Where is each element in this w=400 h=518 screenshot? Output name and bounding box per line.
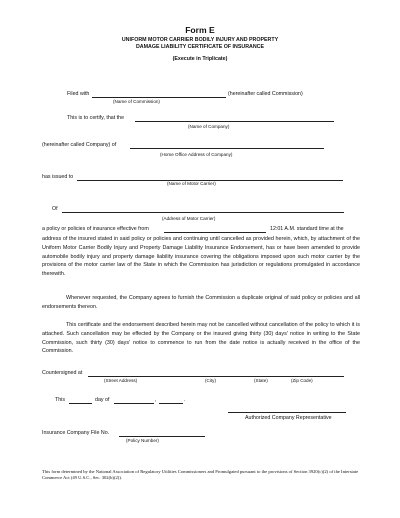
policy-time-label: 12:01 A.M. standard time at the bbox=[270, 226, 344, 232]
execute-note: (Execute in Triplicate) bbox=[172, 56, 228, 62]
coverage-paragraph: address of the insured stated in said policy or policies and continuing until cancelled as provided herein, which, by attachment of the Uniform Motor Carrier Bodily Injury and Property Damage Liability Insurance Endorsement, has or have been amended to provide automobile bodily injury and property damage liability insurance covering the obligations imposed upon such motor carrier by the provisions of the motor carrier law of the State in which the Commission has jurisdiction or regulations promulgated in accordance therewith. bbox=[42, 236, 360, 278]
authorized-rep-caption: Authorized Company Representative bbox=[245, 415, 332, 421]
name-of-commission-caption: (Name of Commission) bbox=[113, 99, 160, 104]
countersigned-label: Countersigned at bbox=[42, 370, 83, 376]
month-field[interactable] bbox=[114, 403, 154, 404]
footer-note: This form determined by the National Association of Regulatory Utilities Commissioners and Promulgated pursuant to the provisions of Section 3920(c)(2) of the Interstate Commerce Act (49 U.S.C., Sec. 302(b)(2)). bbox=[42, 469, 359, 480]
policy-number-caption: (Policy Number) bbox=[126, 438, 159, 443]
name-of-carrier-caption: (Name of Motor Carrier) bbox=[167, 181, 216, 186]
of-label: Of bbox=[52, 206, 58, 212]
comma-separator: , bbox=[155, 397, 157, 403]
countersigned-address-field[interactable] bbox=[88, 376, 344, 377]
carrier-address-caption: (Address of Motor Carrier) bbox=[162, 216, 216, 221]
state-caption: (State) bbox=[254, 378, 268, 383]
city-caption: (City) bbox=[205, 378, 216, 383]
effective-date-field[interactable] bbox=[164, 232, 266, 233]
signature-field[interactable] bbox=[228, 412, 346, 413]
company-called-label: (hereinafter called Company) of bbox=[42, 142, 117, 148]
zip-code-caption: (Zip Code) bbox=[291, 378, 313, 383]
certify-label: This is to certify, that the bbox=[67, 115, 125, 121]
name-of-company-caption: (Name of Company) bbox=[188, 124, 230, 129]
home-office-caption: (Home Office Address of Company) bbox=[160, 152, 233, 157]
commission-name-field[interactable] bbox=[92, 97, 226, 98]
day-field[interactable] bbox=[69, 403, 92, 404]
form-title: Form E bbox=[185, 25, 215, 35]
day-of-label: day of bbox=[95, 397, 110, 403]
street-address-caption: (Street Address) bbox=[104, 378, 138, 383]
duplicate-paragraph: Whenever requested, the Company agrees to furnish the Commission a duplicate original of said policy or policies and all endorsements thereon. bbox=[42, 295, 360, 310]
policy-effective-label: a policy or policies of insurance effective from bbox=[42, 226, 149, 232]
this-label: This bbox=[55, 397, 66, 403]
home-office-field[interactable] bbox=[130, 148, 324, 149]
filed-with-label: Filed with bbox=[67, 91, 90, 97]
year-field[interactable] bbox=[159, 403, 183, 404]
subtitle-line2: DAMAGE LIABILITY CERTIFICATE OF INSURANCE bbox=[135, 44, 265, 50]
subtitle-line1: UNIFORM MOTOR CARRIER BODILY INJURY AND PROPERTY bbox=[121, 37, 279, 43]
cancellation-paragraph: This certificate and the endorsement described herein may not be cancelled without cancellation of the policy to which it is attached. Such cancellation may be effected by the Company or the insured giving thirty (30) days' notice in writing to the State Commission, such thirty (30) days' notice to commence to run from the date notice is actually received in the office of the Commission. bbox=[42, 322, 360, 355]
carrier-address-field[interactable] bbox=[62, 212, 344, 213]
file-no-label: Insurance Company File No. bbox=[42, 430, 110, 436]
policy-number-field[interactable] bbox=[119, 436, 205, 437]
company-name-field[interactable] bbox=[135, 121, 334, 122]
commission-called-label: (hereinafter called Commission) bbox=[228, 91, 303, 97]
period-separator: . bbox=[184, 397, 186, 403]
issued-to-label: has issued to bbox=[42, 174, 74, 180]
